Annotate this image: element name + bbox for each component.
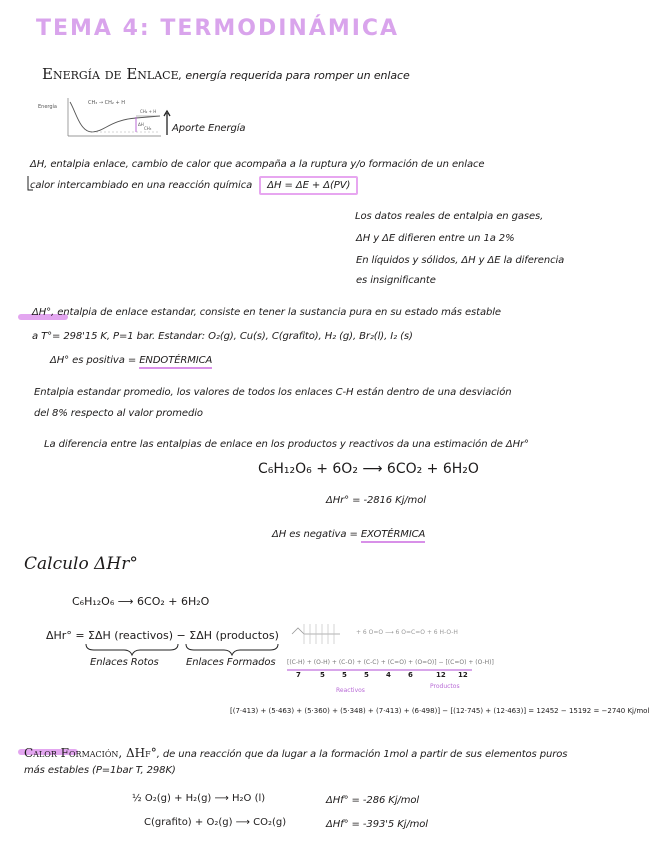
dh-line1: ΔH, entalpia enlace, cambio de calor que acompaña a la ruptura y/o formación de un enlace [30, 159, 485, 170]
diferencia-line: La diferencia entre las entalpias de enlace en los productos y reactivos da una estimación de ΔHr° [44, 439, 529, 450]
enlace-heading: Energía de Enlace [42, 65, 179, 83]
graph-right-bottom: CH₃ [144, 126, 152, 131]
count-prod-co: 12 [436, 671, 446, 679]
note-2: ΔH y ΔE difieren entre un 1a 2% [356, 233, 515, 244]
exotermica: EXOTÉRMICA [361, 529, 425, 543]
enlace-row [42, 66, 410, 82]
graph-right-top: CH₂ + H [140, 109, 157, 114]
combustion-dh: ΔHr° = -2816 Kj/mol [326, 495, 426, 506]
endotermica: ENDOTÉRMICA [139, 355, 212, 369]
sum-productos: ΣΔH (productos) [189, 629, 279, 642]
count-cc: 5 [364, 671, 369, 679]
bond-counts [296, 672, 472, 679]
braces [84, 642, 314, 656]
estandar-line2: a T°= 298'15 K, P=1 bar. Estandar: O₂(g), Cu(s), C(grafito), H₂ (g), Br₂(l), I₂ (s) [32, 331, 413, 342]
count-oh: 5 [320, 671, 325, 679]
page-title: TEMA 4: TERMODINÁMICA [36, 16, 400, 41]
formacion-r1-dh: ΔHf° = -286 Kj/mol [326, 795, 420, 806]
count-prod-oh: 12 [458, 671, 468, 679]
positive-row [50, 356, 212, 366]
dh-line2: calor intercambiado en una reacción química [30, 180, 253, 191]
negative-row [272, 530, 425, 540]
energy-graph [36, 92, 166, 142]
glucose-scheme [290, 620, 350, 648]
formacion-row [24, 744, 567, 760]
formula-minus: − [173, 629, 190, 642]
brace-left-label: Enlaces Rotos [90, 657, 159, 668]
computation: [(7·413) + (5·463) + (5·360) + (5·348) + (7·413) + (6·498)] − [(12·745) + (12·463)] = 12452 − 15192 = −2740 Kj/mol [230, 707, 649, 715]
formula-left: ΔHr° = [46, 629, 89, 642]
promedio-line2: del 8% respecto al valor promedio [34, 408, 203, 419]
label-reactivos: Reactivos [336, 687, 365, 694]
positive-prefix: ΔH° es positiva = [50, 355, 140, 366]
dh-boxed-formula: ΔH = ΔE + Δ(PV) [259, 176, 358, 195]
negative-prefix: ΔH es negativa = [272, 529, 361, 540]
count-ch: 7 [296, 671, 301, 679]
up-arrow-icon [163, 110, 171, 136]
promedio-line1: Entalpia estandar promedio, los valores de todos los enlaces C-H están dentro de una desviación [34, 387, 512, 398]
label-productos: Productos [430, 683, 460, 690]
count-oo: 6 [408, 671, 413, 679]
formula-row [46, 630, 279, 641]
scheme-text: + 6 O=O ⟶ 6 O=C=O + 6 H-O-H [356, 629, 458, 636]
count-co: 5 [342, 671, 347, 679]
dh-line2-row [30, 181, 358, 191]
formacion-line1: , de una reacción que da lugar a la formación 1mol a partir de sus elementos puros [156, 749, 568, 760]
sum-reactivos: ΣΔH (reactivos) [88, 629, 174, 642]
calculo-reaction: C₆H₁₂O₆ ⟶ 6CO₂ + 6H₂O [72, 595, 210, 608]
formacion-line2: más estables (P=1bar T, 298K) [24, 765, 176, 776]
combustion-reaction: C₆H₁₂O₆ + 6O₂ ⟶ 6CO₂ + 6H₂O [258, 461, 479, 477]
count-c-dbl-o: 4 [386, 671, 391, 679]
graph-top-label: CH₃ → CH₂ + H [88, 100, 126, 106]
enlace-definition: , energía requerida para romper un enlace [178, 69, 410, 82]
brace-right-label: Enlaces Formados [186, 657, 276, 668]
formacion-heading: Calor Formación, ΔHf° [24, 746, 157, 760]
note-4: es insignificante [356, 275, 436, 286]
graph-mid: ΔH [138, 122, 144, 127]
note-1: Los datos reales de entalpia en gases, [355, 211, 544, 222]
calculo-heading: Calculo ΔHr° [24, 554, 138, 574]
aporte-energia: Aporte Energía [172, 123, 246, 134]
note-3: En líquidos y sólidos, ΔH y ΔE la diferencia [356, 255, 565, 266]
formacion-r2: C(grafito) + O₂(g) ⟶ CO₂(g) [144, 817, 287, 828]
formacion-r2-dh: ΔHf° = -393'5 Kj/mol [326, 819, 428, 830]
bond-row: [(C-H) + (O-H) + (C-O) + (C-C) + (C=O) + (O=O)] − [(C=O) + (O-H)] [287, 659, 494, 666]
formacion-r1: ½ O₂(g) + H₂(g) ⟶ H₂O (l) [132, 793, 266, 804]
bracket-marker [24, 174, 34, 194]
estandar-line1: ΔH°, entalpia de enlace estandar, consiste en tener la sustancia pura en su estado más estable [32, 307, 501, 318]
graph-ylabel: Energía [38, 104, 57, 110]
